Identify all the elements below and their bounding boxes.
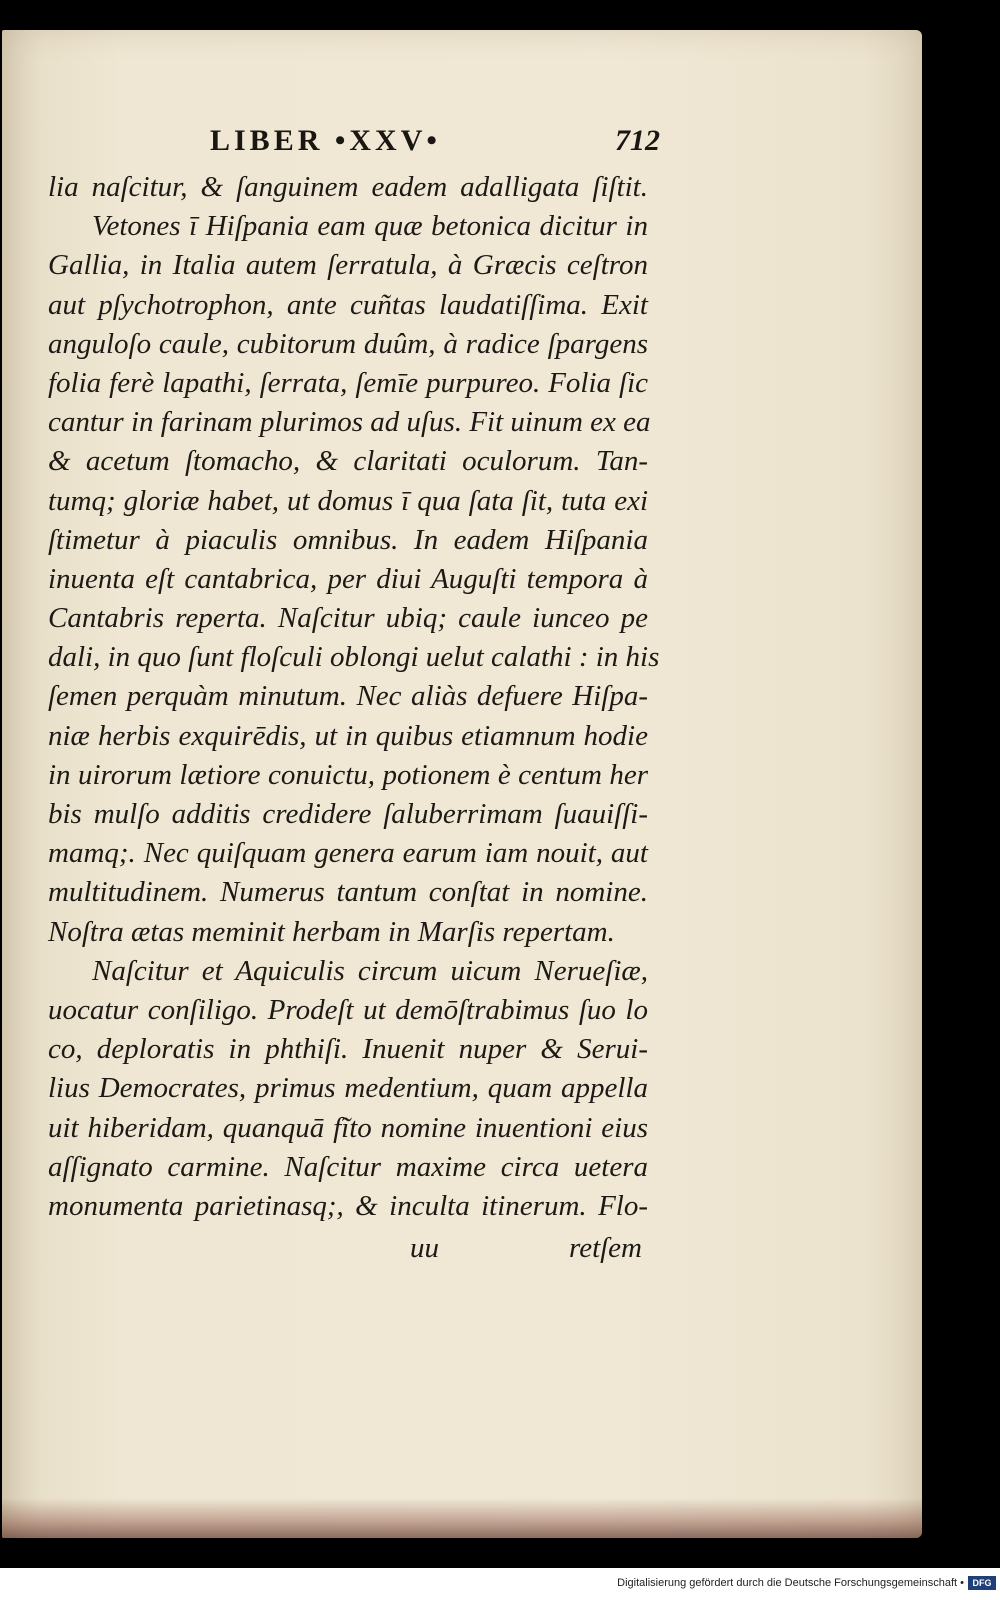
text-line: multitudinem. Numerus tantum conſtat in nomine. [48, 876, 648, 909]
text-line: aut pſychotrophon, ante cuñtas laudatiſſima. Exit [48, 288, 648, 321]
text-line: in uirorum lætiore conuictu, potionem è centum her [48, 758, 648, 791]
catchword-right: retſem [568, 1232, 642, 1264]
text-line: uocatur conſiligo. Prodeſt ut demōſtrabimus ſuo lo [48, 993, 648, 1026]
funding-credit: Digitalisierung gefördert durch die Deutsche Forschungsgemeinschaft • [617, 1577, 964, 1589]
folio-number: 712 [615, 124, 660, 157]
text-line: tumq; gloriæ habet, ut domus ī qua ſata ſit, tuta exi [48, 484, 648, 517]
catchword-left: uu [410, 1232, 439, 1264]
text-line: co, deploratis in phthiſi. Inuenit nuper & Serui- [48, 1033, 648, 1066]
text-line: uit hiberidam, quanquā fĩto nomine inuentioni eius [48, 1111, 648, 1144]
page-bottom-edge [2, 1498, 922, 1538]
text-line: lia naſcitur, & ſanguinem eadem adalligata ſiſtit. [48, 171, 648, 203]
running-head-title: LIBER •XXV• [210, 124, 441, 157]
text-line: mamq;. Nec quiſquam genera earum iam nouit, aut [48, 837, 648, 870]
text-line: ſemen perquàm minutum. Nec aliàs defuere Hiſpa- [48, 680, 648, 713]
text-line: & acetum ſtomacho, & claritati oculorum. Tan- [48, 445, 648, 478]
text-block [48, 168, 660, 1226]
text-line: folia ferè lapathi, ſerrata, ſemīe purpureo. Folia ſic [48, 366, 648, 399]
running-head [210, 124, 660, 164]
text-line: Gallia, in Italia autem ſerratula, à Græcis ceſtron [48, 249, 648, 282]
text-line: niæ herbis exquirēdis, ut in quibus etiamnum hodie [48, 719, 648, 752]
text-line: Naſcitur et Aquiculis circum uicum Nerueſiæ, [92, 954, 648, 987]
text-line: inuenta eſt cantabrica, per diui Auguſti tempora à [48, 562, 648, 595]
footer-bar [0, 1568, 1000, 1600]
text-line: monumenta parietinasq;, & inculta itinerum. Flo- [48, 1189, 648, 1222]
text-line: bis mulſo additis credidere ſaluberrimam ſuauiſſi- [48, 798, 648, 830]
text-line: anguloſo caule, cubitorum duûm, à radice ſpargens [48, 327, 648, 360]
text-line: Vetones ī Hiſpania eam quæ betonica dicitur in [92, 210, 648, 243]
text-line: Noſtra ætas meminit herbam in Marſis repertam. [48, 915, 615, 948]
text-line: ſtimetur à piaculis omnibus. In eadem Hiſpania [48, 523, 648, 556]
text-line: Cantabris reperta. Naſcitur ubiq; caule iunceo pe [48, 602, 648, 635]
dfg-logo-icon: DFG [968, 1576, 996, 1590]
text-line: dali, in quo ſunt floſculi oblongi uelut calathi : in his [48, 641, 660, 674]
text-line: aſſignato carmine. Naſcitur maxime circa uetera [48, 1150, 648, 1183]
text-line: lius Democrates, primus medentium, quam appella [48, 1072, 648, 1105]
catchword-line [410, 1232, 642, 1272]
text-line: cantur in farinam plurimos ad uſus. Fit uinum ex ea [48, 406, 651, 439]
